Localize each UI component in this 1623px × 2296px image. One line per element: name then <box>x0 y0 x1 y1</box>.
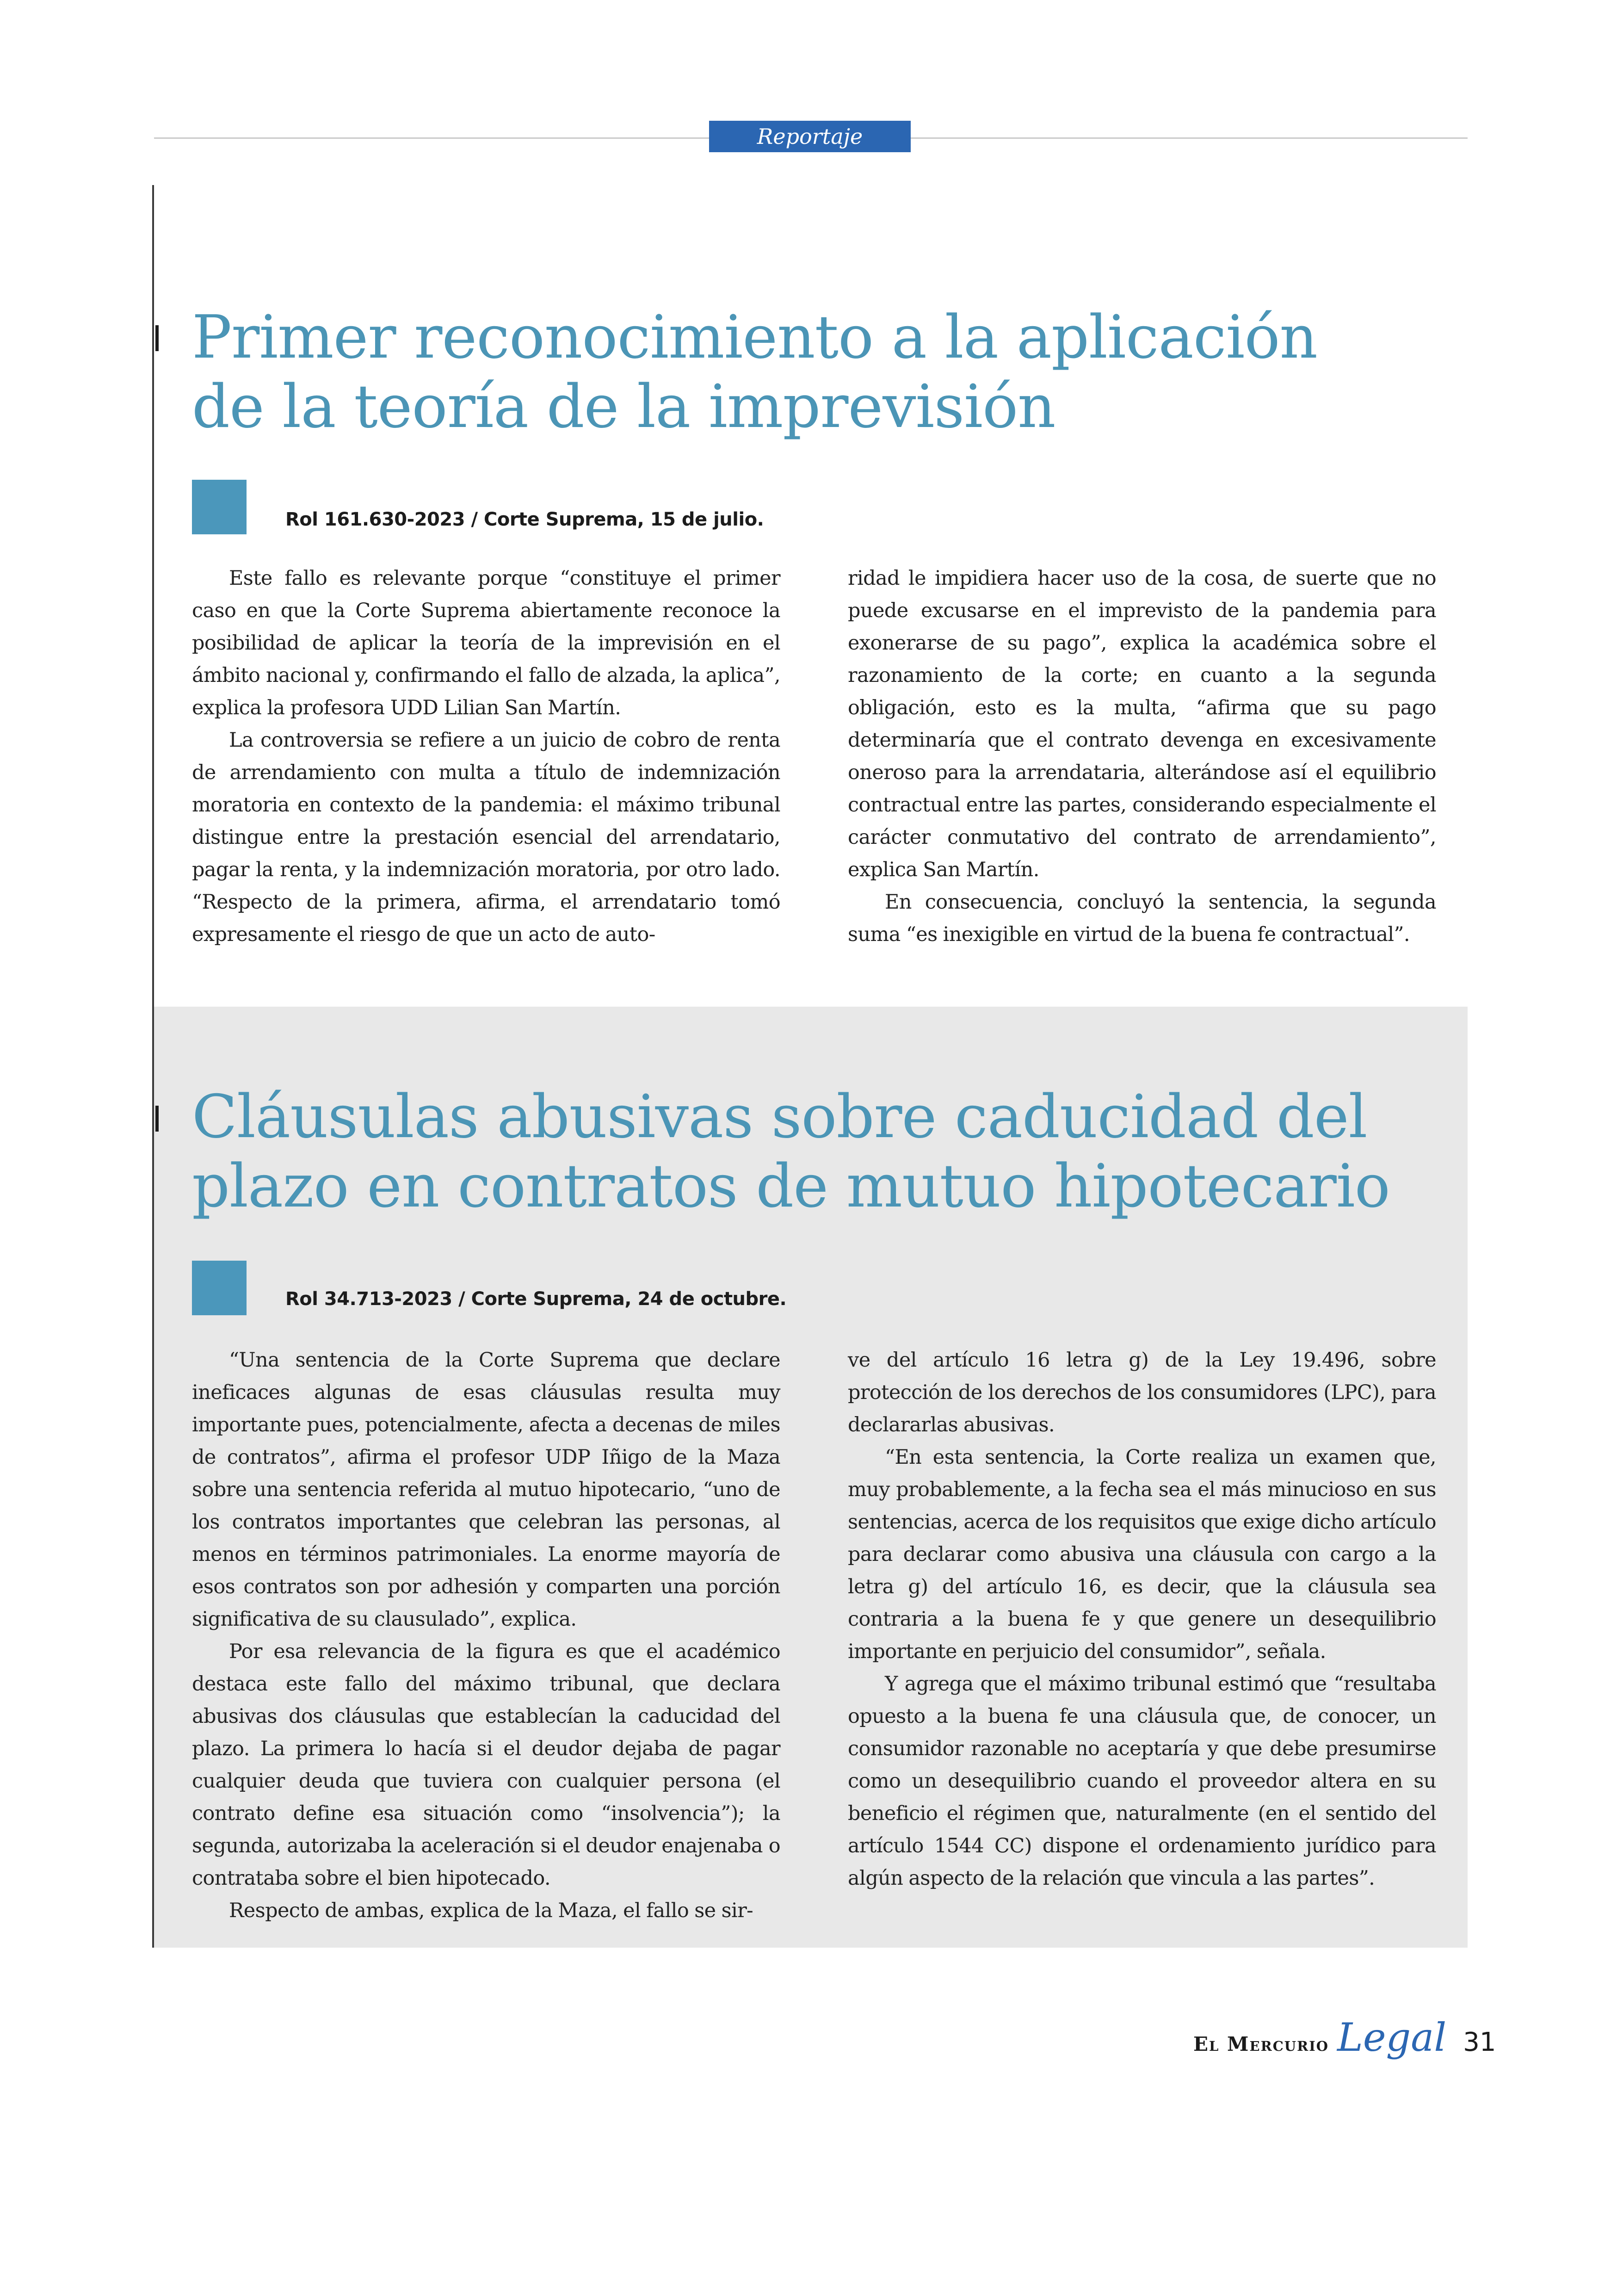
publication-name: El Mercurio <box>1193 2033 1329 2055</box>
article-1-column-2 <box>848 562 1436 951</box>
page-number: 31 <box>1463 2027 1496 2057</box>
article-1-headline <box>192 303 1317 442</box>
paragraph: Por esa relevancia de la figura es que el académico destaca este fallo del máximo tribunal, que declara abusivas dos cláusulas que establecían la caducidad del plazo. La primera lo hacía si el deudor dejaba de pagar cualquier deuda que tuviera con cualquier persona (el contrato define esa situación como “insolvencia”); la segunda, autorizaba la aceleración si el deudor enajenaba o contrataba sobre el bien hipotecado. <box>192 1640 780 1890</box>
headline-line-1: Primer reconocimiento a la aplicación <box>192 303 1317 372</box>
article-1-square-marker <box>192 480 247 534</box>
paragraph: Este fallo es relevante porque “constituye el primer caso en que la Corte Suprema abiertamente reconoce la posibilidad de aplicar la teoría de la imprevisión en el ámbito nacional y, confirmando el fallo de alzada, la aplica”, explica la profesora UDD Lilian San Martín. <box>192 567 780 719</box>
article-2-headline <box>192 1083 1390 1221</box>
headline-tick-mark <box>155 1106 159 1132</box>
paragraph: “En esta sentencia, la Corte realiza un examen que, muy probablemente, a la fecha sea el más minucioso en sus sentencias, acerca de los requisitos que exige dicho artículo para declarar como abusiva una cláusula con cargo a la letra g) del artículo 16, es decir, que la cláusula sea contraria a la buena fe y que genere un desequilibrio importante en perjuicio del consumidor”, señala. <box>848 1446 1436 1663</box>
paragraph: Y agrega que el máximo tribunal estimó que “resultaba opuesto a la buena fe una cláusula que, de conocer, un consumidor razonable no aceptaría y que debe presumirse como un desequilibrio cuando el proveedor altera en su beneficio el régimen que, naturalmente (en el sentido del artículo 1544 CC) dispone el ordenamiento jurídico para algún aspecto de la relación que vincula a las partes”. <box>848 1672 1436 1890</box>
headline-tick-mark <box>155 325 159 351</box>
paragraph: La controversia se refiere a un juicio de cobro de renta de arrendamiento con multa a título de indemnización moratoria en contexto de la pandemia: el máximo tribunal distingue entre la prestación esencial del arrendatario, pagar la renta, y la indemnización moratoria, por otro lado. “Respecto de la primera, afirma, el arrendatario tomó expresamente el riesgo de que un acto de auto- <box>192 729 780 946</box>
paragraph: ve del artículo 16 letra g) de la Ley 19.496, sobre protección de los derechos de los consumidores (LPC), para declararlas abusivas. <box>848 1349 1436 1436</box>
page-footer <box>1193 2015 1496 2061</box>
section-label: Reportaje <box>709 121 911 152</box>
article-1-case-reference: Rol 161.630-2023 / Corte Suprema, 15 de julio. <box>285 509 764 530</box>
headline-line-2: de la teoría de la imprevisión <box>192 372 1055 441</box>
article-2-square-marker <box>192 1261 247 1315</box>
paragraph: Respecto de ambas, explica de la Maza, el fallo se sir- <box>229 1899 753 1922</box>
headline-line-1: Cláusulas abusivas sobre caducidad del <box>192 1083 1367 1151</box>
article-2-column-1 <box>192 1344 780 1927</box>
article-1-column-1 <box>192 562 780 951</box>
headline-line-2: plazo en contratos de mutuo hipotecario <box>192 1152 1390 1221</box>
paragraph: ridad le impidiera hacer uso de la cosa, de suerte que no puede excusarse en el imprevisto de la pandemia para exonerarse de su pago”, explica la académica sobre el razonamiento de la corte; en cuanto a la segunda obligación, esto es la multa, “afirma que su pago determinaría que el contrato devenga en excesivamente oneroso para la arrendataria, alterándose así el equilibrio contractual entre las partes, considerando especialmente el carácter conmutativo del contrato de arrendamiento”, explica San Martín. <box>848 567 1436 881</box>
article-2-column-2 <box>848 1344 1436 1894</box>
paragraph: “Una sentencia de la Corte Suprema que declare ineficaces algunas de esas cláusulas resulta muy importante pues, potencialmente, afecta a decenas de miles de contratos”, afirma el profesor UDP Iñigo de la Maza sobre una sentencia referida al mutuo hipotecario, “uno de los contratos importantes que celebran las personas, al menos en términos patrimoniales. La enorme mayoría de esos contratos son por adhesión y comparten una porción significativa de su clausulado”, explica. <box>192 1349 780 1631</box>
article-2-case-reference: Rol 34.713-2023 / Corte Suprema, 24 de octubre. <box>285 1288 787 1310</box>
paragraph: En consecuencia, concluyó la sentencia, la segunda suma “es inexigible en virtud de la buena fe contractual”. <box>848 891 1436 946</box>
publication-section-logo: Legal <box>1337 2015 1447 2060</box>
